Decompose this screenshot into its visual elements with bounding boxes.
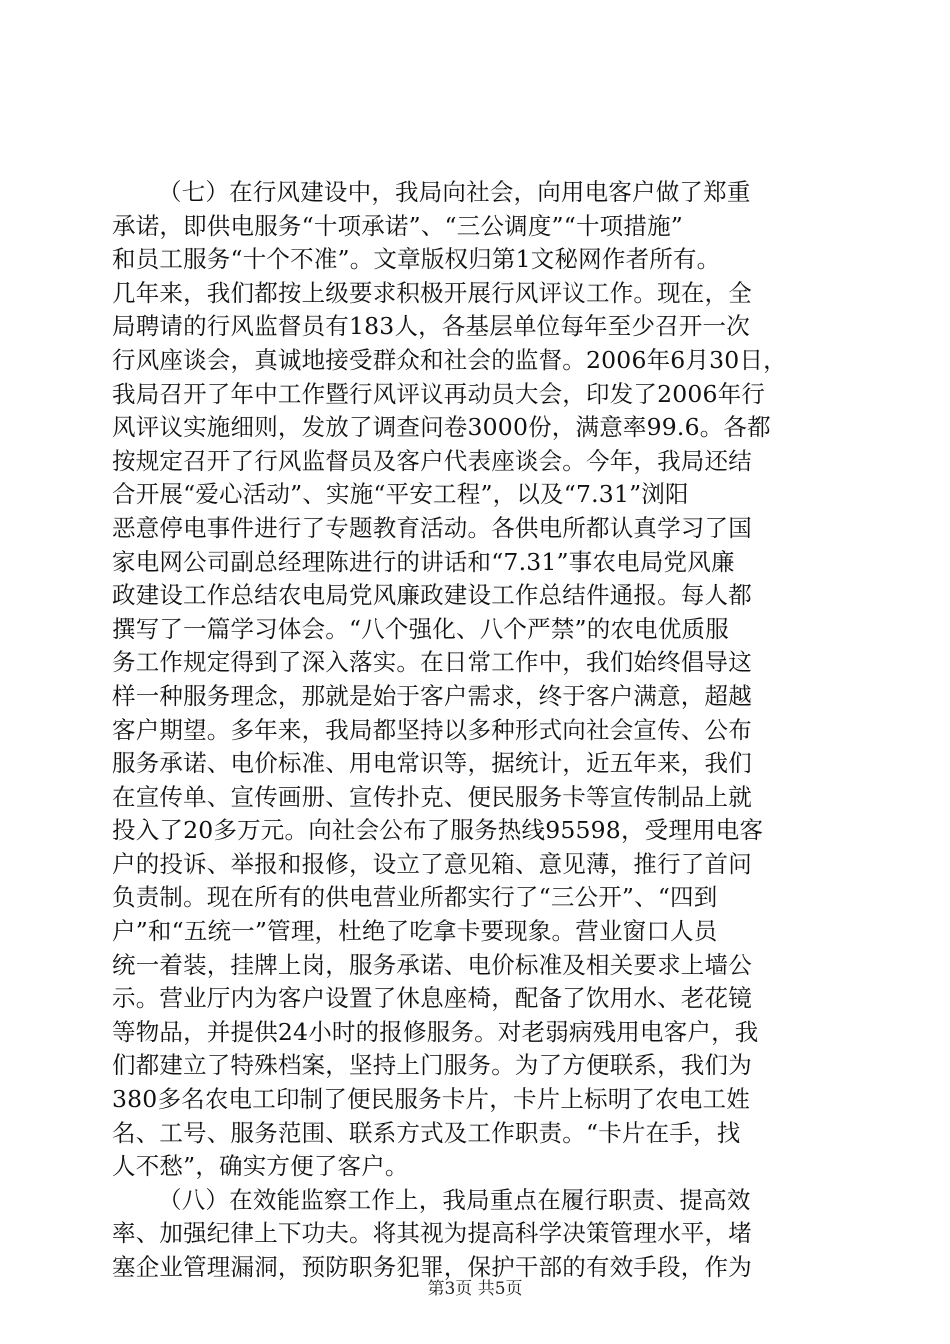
text-line: 客户期望。多年来，我局都坚持以多种形式向社会宣传、公布 bbox=[112, 715, 752, 744]
page-footer: 第3页 共5页 bbox=[427, 1279, 523, 1299]
text-line: 率、加强纪律上下功夫。将其视为提高科学决策管理水平，堵 bbox=[112, 1219, 752, 1248]
text-line: 户的投诉、举报和报修，设立了意见箱、意见薄，推行了首问 bbox=[112, 849, 752, 878]
text-line: 等物品，并提供24小时的报修服务。对老弱病残用电客户，我 bbox=[112, 1017, 759, 1046]
text-line: 恶意停电事件进行了专题教育活动。各供电所都认真学习了国 bbox=[112, 513, 752, 542]
text-line: 投入了20多万元。向社会公布了服务热线95598，受理用电客 bbox=[112, 816, 764, 845]
text-line: 在宣传单、宣传画册、宣传扑克、便民服务卡等宣传制品上就 bbox=[112, 782, 752, 811]
text-line: 承诺，即供电服务“十项承诺”、“三公调度”“十项措施” bbox=[112, 211, 683, 240]
text-line: 们都建立了特殊档案，坚持上门服务。为了方便联系，我们为 bbox=[112, 1051, 752, 1080]
text-line: 统一着装，挂牌上岗，服务承诺、电价标准及相关要求上墙公 bbox=[112, 950, 752, 979]
text-line: 我局召开了年中工作暨行风评议再动员大会，印发了2006年行 bbox=[112, 379, 766, 408]
text-line: 行风座谈会，真诚地接受群众和社会的监督。2006年6月30日， bbox=[112, 345, 787, 374]
text-line: 按规定召开了行风监督员及客户代表座谈会。今年，我局还结 bbox=[112, 446, 752, 475]
text-line: 和员工服务“十个不准”。文章版权归第1文秘网作者所有。 bbox=[112, 245, 721, 274]
text-line: 塞企业管理漏洞，预防职务犯罪，保护干部的有效手段，作为 bbox=[112, 1253, 752, 1281]
text-line: 人不愁”，确实方便了客户。 bbox=[112, 1152, 409, 1181]
text-line: 380多名农电工印制了便民服务卡片，卡片上标明了农电工姓 bbox=[112, 1085, 750, 1114]
text-line: 负责制。现在所有的供电营业所都实行了“三公开”、“四到 bbox=[112, 883, 718, 912]
text-line: （七）在行风建设中，我局向社会，向用电客户做了郑重 bbox=[112, 178, 751, 206]
text-line: 撰写了一篇学习体会。“八个强化、八个严禁”的农电优质服 bbox=[112, 614, 729, 643]
text-line: 示。营业厅内为客户设置了休息座椅，配备了饮用水、老花镜 bbox=[112, 984, 752, 1013]
text-line: （八）在效能监察工作上，我局重点在履行职责、提高效 bbox=[112, 1185, 751, 1214]
text-line: 合开展“爱心活动”、实施“平安工程”，以及“7.31”浏阳 bbox=[112, 480, 689, 509]
text-line: 户”和“五统一”管理，杜绝了吃拿卡要现象。营业窗口人员 bbox=[112, 917, 718, 946]
text-line: 几年来，我们都按上级要求积极开展行风评议工作。现在，全 bbox=[112, 278, 752, 307]
text-line: 样一种服务理念，那就是始于客户需求，终于客户满意，超越 bbox=[112, 681, 752, 710]
body-text bbox=[112, 176, 842, 1285]
text-line: 服务承诺、电价标准、用电常识等，据统计，近五年来，我们 bbox=[112, 749, 752, 778]
text-line: 局聘请的行风监督员有183人，各基层单位每年至少召开一次 bbox=[112, 312, 750, 341]
text-line: 名、工号、服务范围、联系方式及工作职责。“卡片在手，找 bbox=[112, 1118, 741, 1147]
text-line: 务工作规定得到了深入落实。在日常工作中，我们始终倡导这 bbox=[112, 648, 752, 677]
text-line: 政建设工作总结农电局党风廉政建设工作总结件通报。每人都 bbox=[112, 581, 752, 610]
text-line: 家电网公司副总经理陈进行的讲话和“7.31”事农电局党风廉 bbox=[112, 547, 735, 576]
text-line: 风评议实施细则，发放了调查问卷3000份，满意率99.6。各都 bbox=[112, 413, 771, 442]
